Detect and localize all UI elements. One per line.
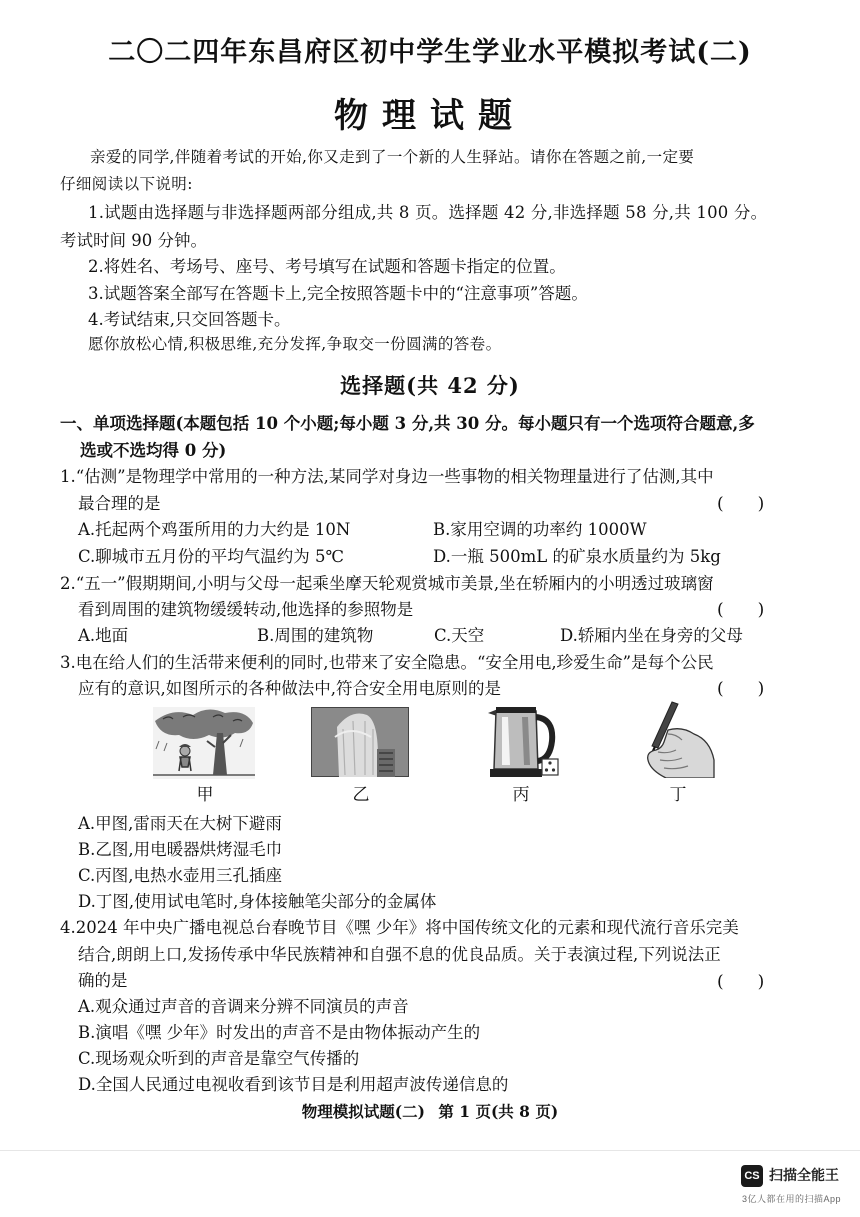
option-b: B.乙图,用电暖器烘烤湿毛巾 [78,840,283,859]
option-d: D.全国人民通过电视收看到该节目是利用超声波传递信息的 [78,1075,509,1094]
part-heading-cont: 选或不选均得 0 分) [80,441,227,460]
section-title: 选择题(共 42 分) [340,373,520,398]
question-1-stem: 最合理的是 [78,494,161,513]
option-c: C.聊城市五月份的平均气温约为 5℃ [78,547,344,566]
option-c: C.现场观众听到的声音是靠空气传播的 [78,1049,360,1068]
figure-caption: 丙 [512,785,530,805]
option-a: A.甲图,雷雨天在大树下避雨 [78,814,282,833]
heater-towel-illustration [311,707,409,777]
option-a: A.托起两个鸡蛋所用的力大约是 10N [78,520,351,539]
option-b: B.演唱《嘿 少年》时发出的声音不是由物体振动产生的 [78,1023,481,1042]
instruction-3: 3.试题答案全部写在答题卡上,完全按照答题卡中的“注意事项”答题。 [88,284,588,303]
electric-kettle-illustration [478,703,562,781]
instruction-4: 4.考试结束,只交回答题卡。 [88,310,291,329]
answer-bracket: ( ) [717,494,765,514]
option-c: C.丙图,电热水壶用三孔插座 [78,866,283,885]
figure-caption: 乙 [352,785,370,805]
option-b: B.家用空调的功率约 1000W [433,520,647,539]
divider [0,1150,860,1151]
question-2-stem: 看到周围的建筑物缓缓转动,他选择的参照物是 [78,600,414,619]
answer-bracket: ( ) [717,972,765,992]
closing-line: 愿你放松心情,积极思维,充分发挥,争取交一份圆满的答卷。 [88,335,502,353]
scanner-logo-icon: CS [741,1165,763,1187]
part-heading: 一、单项选择题(本题包括 10 个小题;每小题 3 分,共 30 分。每小题只有一个选项符合题意,多 [60,414,755,433]
figure-caption: 丁 [669,785,687,805]
instruction-1: 1.试题由选择题与非选择题两部分组成,共 8 页。选择题 42 分,非选择题 58 分,共 100 分。 [88,203,768,222]
tree-person-illustration [153,707,255,779]
question-4-stem: 确的是 [78,971,128,990]
question-3-stem: 应有的意识,如图所示的各种做法中,符合安全用电原则的是 [78,679,501,698]
exam-title: 二〇二四年东昌府区初中学生学业水平模拟考试(二) [108,37,752,68]
option-d: D.轿厢内坐在身旁的父母 [560,626,743,645]
instruction-1-cont: 考试时间 90 分钟。 [60,231,207,250]
instruction-2: 2.将姓名、考场号、座号、考号填写在试题和答题卡指定的位置。 [88,257,566,276]
option-c: C.天空 [434,626,485,645]
option-a: A.地面 [78,626,129,645]
question-3-stem: 3.电在给人们的生活带来便利的同时,也带来了安全隐患。“安全用电,珍爱生命”是每个公民 [60,653,714,672]
option-a: A.观众通过声音的音调来分辨不同演员的声音 [78,997,409,1016]
answer-bracket: ( ) [717,600,765,620]
option-d: D.一瓶 500mL 的矿泉水质量约为 5kg [433,547,721,566]
intro-line: 亲爱的同学,伴随着考试的开始,你又走到了一个新的人生驿站。请你在答题之前,一定要 [90,148,695,166]
test-pen-hand-illustration [628,700,716,778]
scanner-tagline: 3亿人都在用的扫描App [742,1194,842,1204]
footer-title: 物理模拟试题(二) [301,1102,425,1121]
question-4-stem: 4.2024 年中央广播电视总台春晚节目《嘿 少年》将中国传统文化的元素和现代流行音乐完美 [60,918,739,937]
footer-page-number: 第 1 页(共 8 页) [438,1102,559,1121]
figure-caption: 甲 [196,785,214,805]
intro-line: 仔细阅读以下说明: [60,175,193,193]
question-4-stem: 结合,朗朗上口,发扬传承中华民族精神和自强不息的优良品质。关于表演过程,下列说法正 [78,945,721,964]
subject-title: 物理试题 [334,96,526,136]
page-footer [0,1100,860,1122]
question-1-stem: 1.“估测”是物理学中常用的一种方法,某同学对身边一些事物的相关物理量进行了估测,其中 [60,467,714,486]
question-2-stem: 2.“五一”假期期间,小明与父母一起乘坐摩天轮观赏城市美景,坐在轿厢内的小明透过玻璃窗 [60,574,714,593]
scanner-app-name: 扫描全能王 [769,1167,839,1183]
answer-bracket: ( ) [717,679,765,699]
option-b: B.周围的建筑物 [257,626,374,645]
option-d: D.丁图,使用试电笔时,身体接触笔尖部分的金属体 [78,892,437,911]
